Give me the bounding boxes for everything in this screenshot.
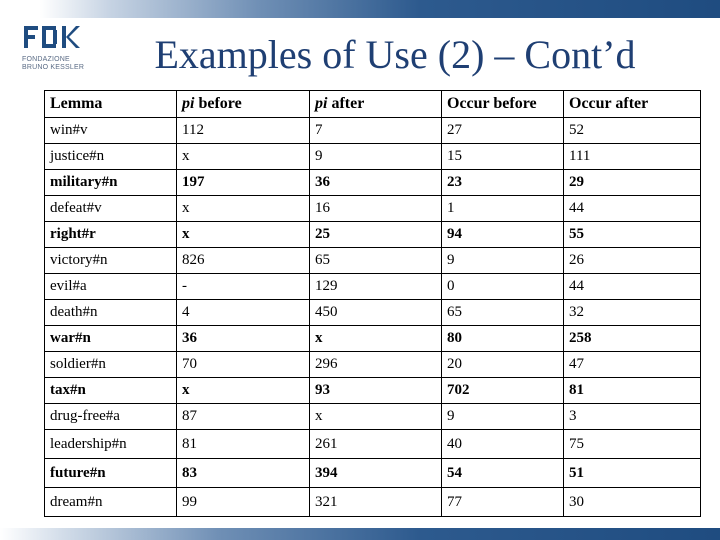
cell-lemma: soldier#n — [45, 352, 177, 378]
cell-pi-after: 296 — [310, 352, 442, 378]
cell-occur-after: 32 — [564, 300, 701, 326]
header-occur-after — [564, 91, 701, 118]
cell-pi-before: x — [177, 144, 310, 170]
cell-lemma: military#n — [45, 170, 177, 196]
cell-occur-before: 0 — [442, 274, 564, 300]
header-pi-after — [310, 91, 442, 118]
cell-lemma: win#v — [45, 118, 177, 144]
table-row — [45, 118, 701, 144]
table-body — [45, 118, 701, 517]
cell-pi-after: 7 — [310, 118, 442, 144]
cell-pi-before: - — [177, 274, 310, 300]
cell-lemma: drug-free#a — [45, 404, 177, 430]
header-occur-before — [442, 91, 564, 118]
cell-occur-before: 702 — [442, 378, 564, 404]
cell-lemma: war#n — [45, 326, 177, 352]
cell-pi-before: 87 — [177, 404, 310, 430]
cell-lemma: victory#n — [45, 248, 177, 274]
cell-pi-before: 81 — [177, 430, 310, 459]
cell-pi-after: 321 — [310, 488, 442, 517]
cell-pi-after: 261 — [310, 430, 442, 459]
cell-pi-before: 70 — [177, 352, 310, 378]
cell-occur-before: 27 — [442, 118, 564, 144]
cell-occur-before: 54 — [442, 459, 564, 488]
cell-pi-after: x — [310, 326, 442, 352]
cell-occur-after: 26 — [564, 248, 701, 274]
cell-occur-before: 9 — [442, 404, 564, 430]
cell-lemma: defeat#v — [45, 196, 177, 222]
cell-pi-after: 9 — [310, 144, 442, 170]
cell-pi-after: 25 — [310, 222, 442, 248]
cell-lemma: right#r — [45, 222, 177, 248]
table-row — [45, 300, 701, 326]
cell-pi-after: 36 — [310, 170, 442, 196]
header-lemma-label: Lemma — [50, 95, 103, 112]
slide-title: Examples of Use (2) – Cont’d — [154, 32, 636, 77]
fbk-logo — [22, 20, 112, 72]
cell-pi-before: 36 — [177, 326, 310, 352]
header-pi-before — [177, 91, 310, 118]
table-row — [45, 459, 701, 488]
cell-pi-before: 99 — [177, 488, 310, 517]
cell-occur-before: 23 — [442, 170, 564, 196]
header-pi-after-label: after — [327, 95, 365, 112]
cell-pi-before: 4 — [177, 300, 310, 326]
cell-pi-before: 826 — [177, 248, 310, 274]
header-pi-before-italic: pi — [182, 95, 195, 112]
cell-occur-before: 20 — [442, 352, 564, 378]
cell-occur-after: 55 — [564, 222, 701, 248]
cell-pi-before: x — [177, 378, 310, 404]
cell-occur-after: 30 — [564, 488, 701, 517]
cell-lemma: justice#n — [45, 144, 177, 170]
cell-occur-after: 52 — [564, 118, 701, 144]
table-row — [45, 222, 701, 248]
table-row — [45, 196, 701, 222]
cell-pi-before: x — [177, 196, 310, 222]
cell-occur-before: 65 — [442, 300, 564, 326]
table-header — [45, 91, 701, 118]
cell-pi-before: 83 — [177, 459, 310, 488]
table-row — [45, 248, 701, 274]
cell-lemma: tax#n — [45, 378, 177, 404]
cell-pi-before: 197 — [177, 170, 310, 196]
cell-occur-after: 44 — [564, 274, 701, 300]
cell-pi-after: 129 — [310, 274, 442, 300]
cell-pi-after: x — [310, 404, 442, 430]
cell-occur-before: 77 — [442, 488, 564, 517]
table-row — [45, 144, 701, 170]
cell-occur-before: 15 — [442, 144, 564, 170]
table-row — [45, 326, 701, 352]
top-decorative-band — [0, 0, 720, 18]
logo-caption — [22, 56, 84, 72]
cell-occur-after: 111 — [564, 144, 701, 170]
fbk-logo-mark — [22, 20, 82, 54]
cell-occur-after: 29 — [564, 170, 701, 196]
header-occur-before-label: Occur before — [447, 95, 537, 112]
table-row — [45, 404, 701, 430]
logo-caption-line-2: BRUNO KESSLER — [22, 64, 85, 71]
cell-pi-after: 450 — [310, 300, 442, 326]
cell-pi-before: 112 — [177, 118, 310, 144]
table-row — [45, 488, 701, 517]
table-row — [45, 378, 701, 404]
bottom-decorative-band — [0, 528, 720, 540]
cell-lemma: evil#a — [45, 274, 177, 300]
cell-occur-before: 9 — [442, 248, 564, 274]
cell-occur-after: 81 — [564, 378, 701, 404]
cell-occur-before: 94 — [442, 222, 564, 248]
cell-pi-before: x — [177, 222, 310, 248]
cell-occur-after: 44 — [564, 196, 701, 222]
lemma-table — [44, 90, 701, 517]
cell-occur-after: 3 — [564, 404, 701, 430]
cell-pi-after: 394 — [310, 459, 442, 488]
cell-lemma: leadership#n — [45, 430, 177, 459]
cell-pi-after: 65 — [310, 248, 442, 274]
cell-occur-after: 51 — [564, 459, 701, 488]
header-lemma — [45, 91, 177, 118]
table-row — [45, 430, 701, 459]
cell-lemma: future#n — [45, 459, 177, 488]
table-row — [45, 352, 701, 378]
header-pi-after-italic: pi — [315, 95, 328, 112]
header-occur-after-label: Occur after — [569, 95, 649, 112]
cell-occur-before: 80 — [442, 326, 564, 352]
cell-lemma: dream#n — [45, 488, 177, 517]
cell-occur-after: 47 — [564, 352, 701, 378]
cell-lemma: death#n — [45, 300, 177, 326]
cell-occur-after: 75 — [564, 430, 701, 459]
header-row — [45, 91, 701, 118]
cell-pi-after: 16 — [310, 196, 442, 222]
logo-caption-line-1: FONDAZIONE — [22, 56, 70, 63]
cell-occur-after: 258 — [564, 326, 701, 352]
table-row — [45, 170, 701, 196]
header-pi-before-label: before — [194, 95, 242, 112]
cell-occur-before: 1 — [442, 196, 564, 222]
cell-occur-before: 40 — [442, 430, 564, 459]
cell-pi-after: 93 — [310, 378, 442, 404]
table-row — [45, 274, 701, 300]
